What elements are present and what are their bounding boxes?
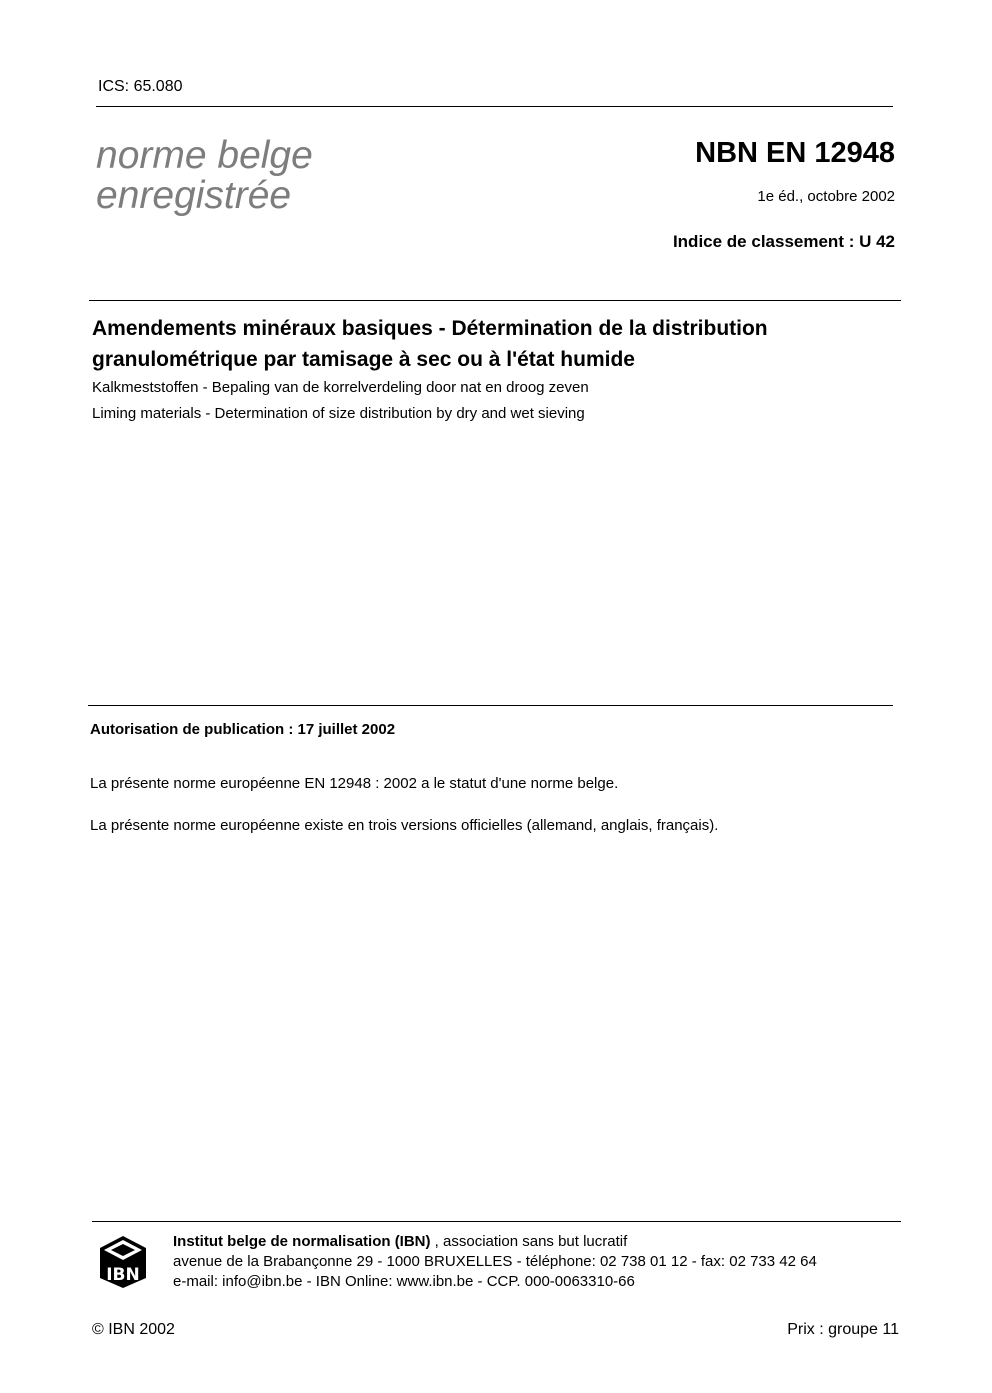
brand-line-2: enregistrée (96, 174, 292, 217)
title-french-line-2: granulométrique par tamisage à sec ou à l'état humide (92, 348, 635, 371)
ics-code: ICS: 65.080 (98, 78, 183, 95)
institute-suffix: , association sans but lucratif (430, 1233, 628, 1250)
publication-authorisation: Autorisation de publication : 17 juillet 2002 (90, 721, 396, 738)
title-top-rule (89, 300, 901, 301)
institute-contact: e-mail: info@ibn.be - IBN Online: www.ibn.be - CCP. 000-0063310-66 (173, 1273, 635, 1290)
status-paragraph: La présente norme européenne EN 12948 : 2002 a le statut d'une norme belge. (90, 775, 619, 792)
price-group: Prix : groupe 11 (787, 1321, 899, 1338)
institute-heading (173, 1232, 817, 1252)
standard-code: NBN EN 12948 (695, 137, 895, 169)
ibn-logo-icon (98, 1234, 148, 1290)
institute-name: Institut belge de normalisation (IBN) (173, 1233, 431, 1250)
body-top-rule (88, 705, 893, 706)
copyright: © IBN 2002 (92, 1321, 175, 1338)
title-english: Liming materials - Determination of size distribution by dry and wet sieving (92, 405, 585, 422)
versions-paragraph: La présente norme européenne existe en trois versions officielles (allemand, anglais, français). (90, 817, 719, 834)
title-french-line-1: Amendements minéraux basiques - Détermination de la distribution (92, 317, 768, 340)
title-french (92, 313, 768, 375)
brand-title (96, 136, 313, 216)
header-top-rule (96, 106, 893, 107)
edition-info: 1e éd., octobre 2002 (757, 188, 895, 205)
title-dutch: Kalkmeststoffen - Bepaling van de korrelverdeling door nat en droog zeven (92, 379, 589, 396)
classification-index: Indice de classement : U 42 (672, 232, 895, 251)
institute-address-block (173, 1232, 817, 1292)
institute-address: avenue de la Brabançonne 29 - 1000 BRUXELLES - téléphone: 02 738 01 12 - fax: 02 733 42 64 (173, 1253, 817, 1270)
footer-top-rule (92, 1221, 901, 1222)
logo-text: IBN (106, 1265, 140, 1285)
brand-line-1: norme belge (96, 134, 313, 177)
